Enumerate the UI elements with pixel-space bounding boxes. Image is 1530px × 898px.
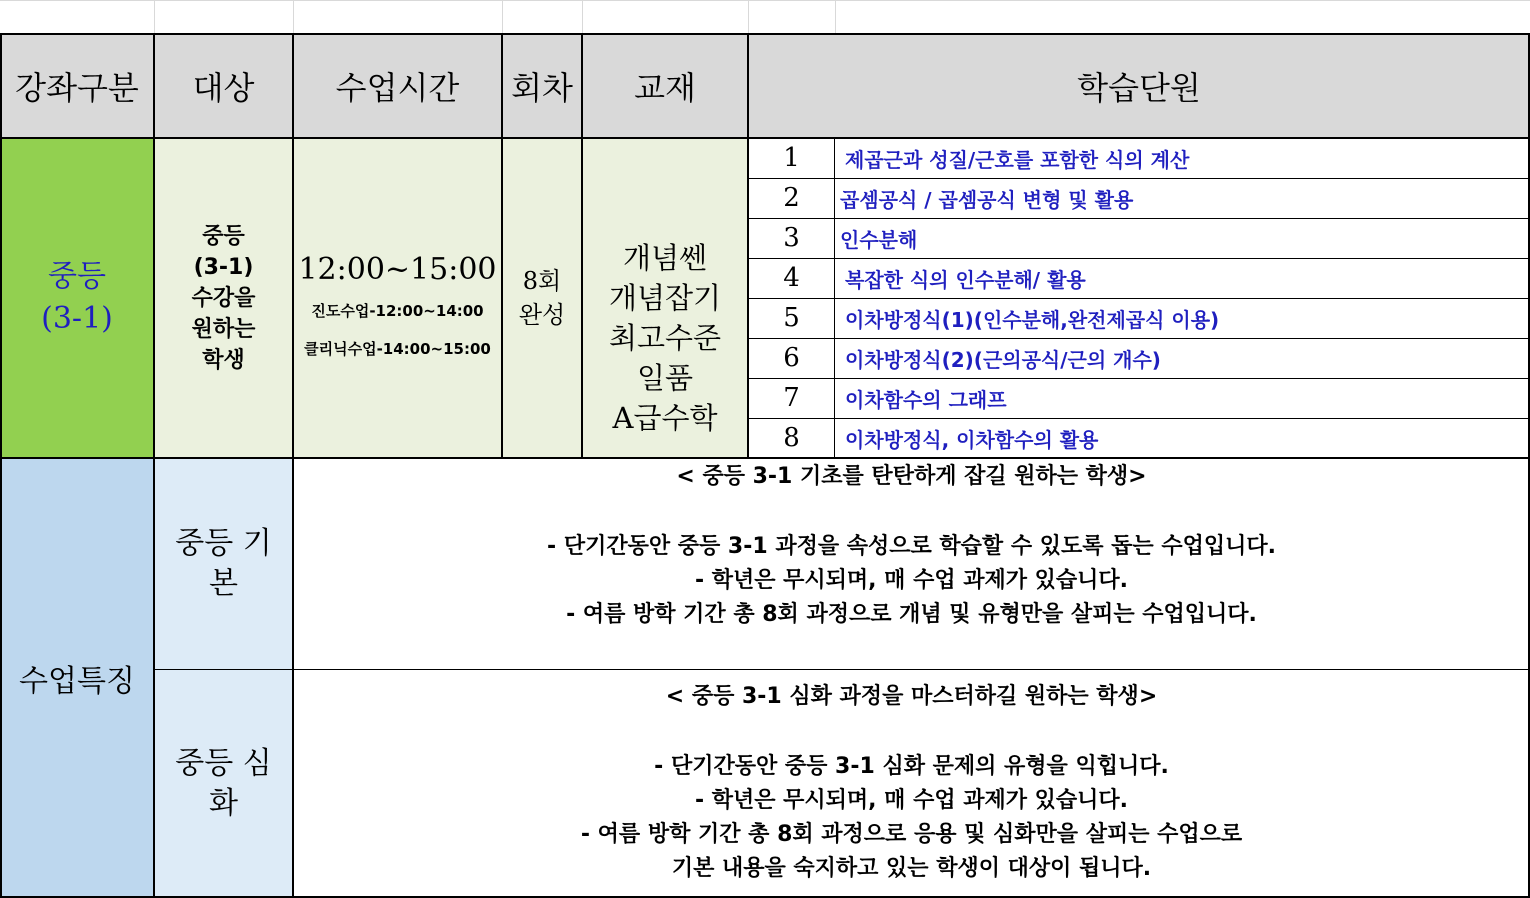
basic-line: - 여름 방학 기간 총 8회 과정으로 개념 및 유형만을 살피는 수업입니다.	[566, 602, 1257, 627]
header-units: 학습단원	[748, 34, 1530, 138]
target-line: 원하는	[191, 316, 256, 342]
unit-number: 2	[783, 183, 800, 213]
unit-row-border	[748, 178, 1530, 179]
header-time: 수업시간	[293, 34, 502, 138]
unit-title: 제곱근과 성질/근호를 포함한 식의 계산	[845, 147, 1190, 172]
advanced-heading: < 중등 3-1 심화 과정을 마스터하길 원하는 학생>	[665, 684, 1158, 709]
header-category: 강좌구분	[0, 34, 154, 138]
unit-row-border	[748, 258, 1530, 259]
target-line: 중등	[202, 223, 245, 249]
advanced-line: - 학년은 무시되며, 매 수업 과제가 있습니다.	[694, 788, 1129, 813]
top-row-divider	[582, 0, 583, 34]
unit-title: 복잡한 식의 인수분해/ 활용	[845, 267, 1086, 292]
textbook-item: 개념쎈	[622, 241, 708, 275]
course-textbooks	[582, 138, 748, 458]
textbook-item: 개념잡기	[608, 281, 722, 315]
unit-title: 이차함수의 그래프	[845, 387, 1007, 412]
unit-number: 5	[783, 303, 800, 333]
target-line: 학생	[202, 347, 245, 373]
basic-line: - 학년은 무시되며, 매 수업 과제가 있습니다.	[694, 568, 1129, 593]
time-clinic: 클리닉수업-14:00~15:00	[304, 340, 491, 358]
advanced-line: - 단기간동안 중등 3-1 심화 문제의 유형을 익힙니다.	[654, 754, 1169, 779]
target-line: 수강을	[191, 285, 256, 311]
basic-label-line1: 중등 기	[175, 526, 272, 561]
border-features-middle	[154, 669, 1530, 670]
unit-title: 곱셈공식 / 곱셈공식 변형 및 활용	[840, 187, 1134, 212]
top-row-divider	[835, 0, 836, 34]
textbook-item: 일품	[636, 361, 694, 395]
course-category	[0, 138, 154, 458]
sessions-line1: 8회	[522, 267, 562, 295]
sessions-line2: 완성	[518, 301, 566, 329]
border-col3	[501, 34, 503, 458]
top-row-divider	[154, 0, 155, 34]
advanced-line: 기본 내용을 숙지하고 있는 학생이 대상이 됩니다.	[671, 856, 1152, 881]
features-basic-label	[154, 458, 293, 670]
textbook-item: A급수학	[612, 401, 718, 435]
border-col2	[292, 34, 294, 898]
top-row-gridline	[0, 0, 1530, 1]
features-advanced-label	[154, 670, 293, 898]
unit-number: 6	[783, 343, 800, 373]
advanced-label-line2: 화	[209, 786, 238, 821]
border-col5	[747, 34, 749, 458]
course-time	[293, 138, 502, 458]
unit-number: 7	[783, 383, 800, 413]
border-col4	[581, 34, 583, 458]
unit-number: 1	[783, 143, 800, 173]
unit-row-border	[748, 418, 1530, 419]
textbook-item: 최고수준	[608, 321, 722, 355]
top-row-divider	[502, 0, 503, 34]
unit-number: 3	[783, 223, 800, 253]
features-label: 수업특징	[0, 458, 154, 898]
header-sessions: 회차	[502, 34, 582, 138]
unit-row-border	[748, 338, 1530, 339]
top-row-divider	[293, 0, 294, 34]
header-textbook: 교재	[582, 34, 748, 138]
course-category-line2: (3-1)	[41, 301, 113, 336]
advanced-label-line1: 중등 심	[175, 746, 272, 781]
basic-line: - 단기간동안 중등 3-1 과정을 속성으로 학습할 수 있도록 돕는 수업입니다.	[547, 534, 1276, 559]
border-top	[0, 33, 1530, 35]
header-target: 대상	[154, 34, 293, 138]
border-header-bottom	[0, 137, 1530, 139]
border-left	[0, 34, 2, 898]
time-progress: 진도수업-12:00~14:00	[311, 302, 484, 320]
course-sessions	[502, 138, 582, 458]
time-main: 12:00~15:00	[298, 252, 497, 287]
unit-row-border	[748, 218, 1530, 219]
unit-title: 이차방정식, 이차함수의 활용	[845, 427, 1099, 452]
top-row-divider	[748, 0, 749, 34]
unit-row-border	[748, 298, 1530, 299]
features-basic-content	[293, 458, 1530, 670]
basic-heading: < 중등 3-1 기초를 탄탄하게 잡길 원하는 학생>	[676, 464, 1147, 489]
course-target	[154, 138, 293, 458]
border-col1	[153, 34, 155, 898]
unit-title: 이차방정식(2)(근의공식/근의 개수)	[845, 347, 1161, 372]
advanced-line: - 여름 방학 기간 총 8회 과정으로 응용 및 심화만을 살피는 수업으로	[580, 822, 1243, 847]
unit-title: 인수분해	[840, 227, 918, 252]
features-advanced-content	[293, 670, 1530, 898]
course-category-line1: 중등	[48, 259, 106, 294]
unit-row-border	[748, 378, 1530, 379]
unit-title: 이차방정식(1)(인수분해,완전제곱식 이용)	[845, 307, 1220, 332]
border-course-bottom	[0, 457, 1530, 459]
basic-label-line2: 본	[209, 566, 238, 601]
unit-number: 8	[783, 423, 800, 453]
unit-number: 4	[783, 263, 800, 293]
target-line: (3-1)	[193, 254, 254, 280]
